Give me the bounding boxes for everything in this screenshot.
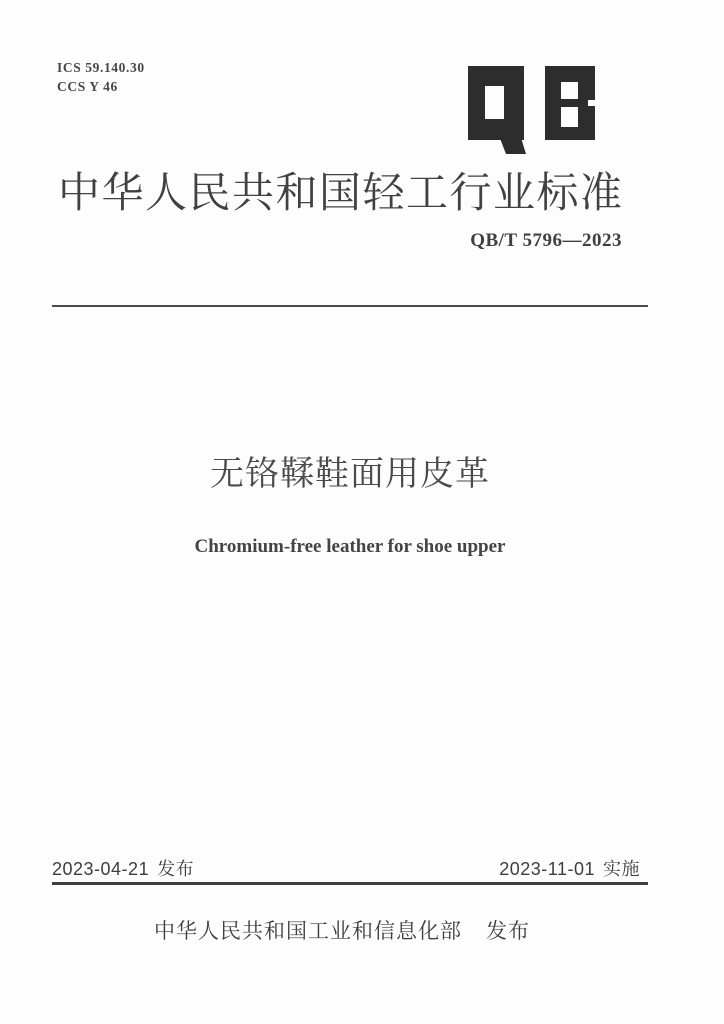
issue-date: 2023-04-21 [52,859,150,879]
header-divider-rule [52,305,648,307]
footer-divider-rule [52,882,648,885]
ccs-code: CCS Y 46 [57,79,118,94]
classification-codes [57,58,145,96]
document-title-zh: 无铬鞣鞋面用皮革 [210,455,490,493]
publisher-line [0,915,684,945]
implementation-date-line [499,855,640,881]
standard-code: QB/T 5796—2023 [470,230,622,251]
qb-logo-graphic [468,66,596,156]
publisher-action: 发布 [486,920,530,943]
document-title-en: Chromium-free leather for shoe upper [194,536,506,557]
issue-date-label: 发布 [157,859,195,879]
qb-logo-text [468,156,469,157]
qb-logo [468,66,596,156]
standard-category-title: 中华人民共和国轻工行业标准 [58,169,624,216]
implementation-date: 2023-11-01 [499,859,595,879]
issue-date-line [52,855,194,881]
publisher-name: 中华人民共和国工业和信息化部 [154,920,462,943]
implementation-date-label: 实施 [603,859,640,879]
ics-code: ICS 59.140.30 [57,60,145,75]
